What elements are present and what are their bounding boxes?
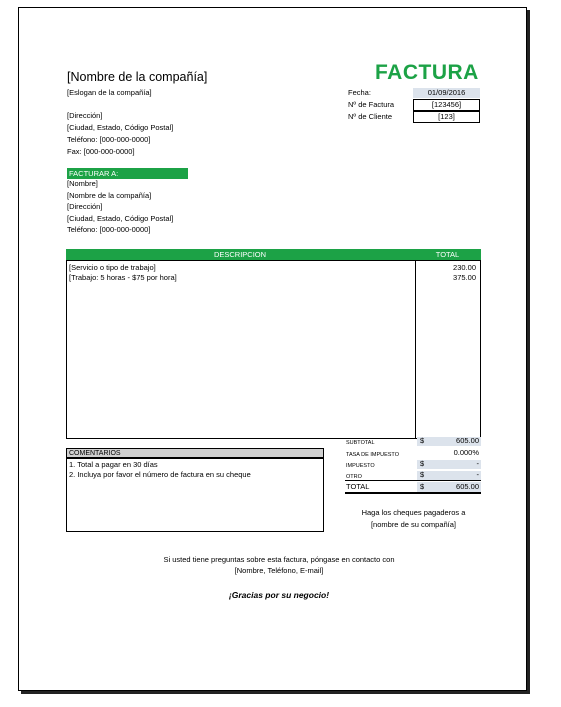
fax-line: Fax: [000-000-0000] xyxy=(67,147,135,156)
total-column-header: TOTAL xyxy=(435,250,460,259)
item-description[interactable]: [Servicio o tipo de trabajo] xyxy=(69,263,156,272)
client-number-field[interactable]: [123] xyxy=(413,111,480,123)
total-top-rule xyxy=(345,480,481,481)
invoice-number-field[interactable]: [123456] xyxy=(413,99,480,111)
item-total[interactable]: 375.00 xyxy=(453,273,476,282)
subtotal-value: 605.00 xyxy=(456,436,479,445)
subtotal-currency: $ xyxy=(420,436,425,445)
phone-line: Teléfono: [000-000-0000] xyxy=(67,135,151,144)
description-column-header: DESCRIPCION xyxy=(213,250,267,259)
comment-line: 2. Incluya por favor el número de factura en su cheque xyxy=(69,470,251,479)
company-slogan: [Eslogan de la compañía] xyxy=(67,88,152,97)
date-field[interactable]: 01/09/2016 xyxy=(413,88,480,98)
bill-to-name: [Nombre] xyxy=(67,179,98,188)
contact-line: Si usted tiene preguntas sobre esta factura, póngase en contacto con xyxy=(163,555,395,564)
city-line: [Ciudad, Estado, Código Postal] xyxy=(67,123,174,132)
item-description[interactable]: [Trabajo: 5 horas - $75 por hora] xyxy=(69,273,177,282)
total-currency: $ xyxy=(420,482,425,491)
other-value[interactable]: - xyxy=(476,470,479,479)
invoice-title: FACTURA xyxy=(375,61,479,84)
total-value: 605.00 xyxy=(456,482,479,491)
bill-to-city: [Ciudad, Estado, Código Postal] xyxy=(67,213,174,223)
comments-heading: COMENTARIOS xyxy=(66,448,324,458)
items-table-header xyxy=(66,249,481,260)
pay-to-company: [nombre de su compañía] xyxy=(370,520,457,529)
bill-to-block xyxy=(67,179,173,237)
other-label: OTRO xyxy=(346,474,362,480)
thank-you-message: ¡Gracias por su negocio! xyxy=(228,590,330,600)
pay-to-line: Haga los cheques pagaderos a xyxy=(361,508,466,517)
other-currency: $ xyxy=(420,470,425,479)
tax-label: IMPUESTO xyxy=(346,463,375,469)
bill-to-phone: Teléfono: [000-000-0000] xyxy=(67,225,151,234)
comments-box[interactable] xyxy=(66,458,324,532)
tax-rate-value[interactable]: 0.000% xyxy=(453,448,479,457)
items-table xyxy=(66,260,481,439)
tax-rate-label: TASA DE IMPUESTO xyxy=(346,452,399,458)
column-divider xyxy=(415,261,416,438)
tax-currency: $ xyxy=(420,459,425,468)
bill-to-company: [Nombre de la compañía] xyxy=(67,190,152,200)
total-label: TOTAL xyxy=(346,482,370,491)
date-label: Fecha: xyxy=(348,88,371,97)
client-number-label: Nº de Cliente xyxy=(348,112,393,121)
tax-value: - xyxy=(476,459,479,468)
bill-to-address: [Dirección] xyxy=(67,202,103,211)
comment-line: 1. Total a pagar en 30 días xyxy=(69,460,158,469)
company-name: [Nombre de la compañía] xyxy=(67,70,208,84)
invoice-page xyxy=(18,7,527,691)
invoice-number-label: Nº de Factura xyxy=(348,100,395,109)
subtotal-label: SUBTOTAL xyxy=(346,440,375,446)
address-line: [Dirección] xyxy=(67,111,103,120)
bill-to-heading: FACTURAR A: xyxy=(67,168,188,179)
company-address xyxy=(67,111,173,159)
item-total[interactable]: 230.00 xyxy=(453,263,476,272)
total-bottom-rule xyxy=(345,492,481,494)
contact-details: [Nombre, Teléfono, E-mail] xyxy=(234,566,324,575)
